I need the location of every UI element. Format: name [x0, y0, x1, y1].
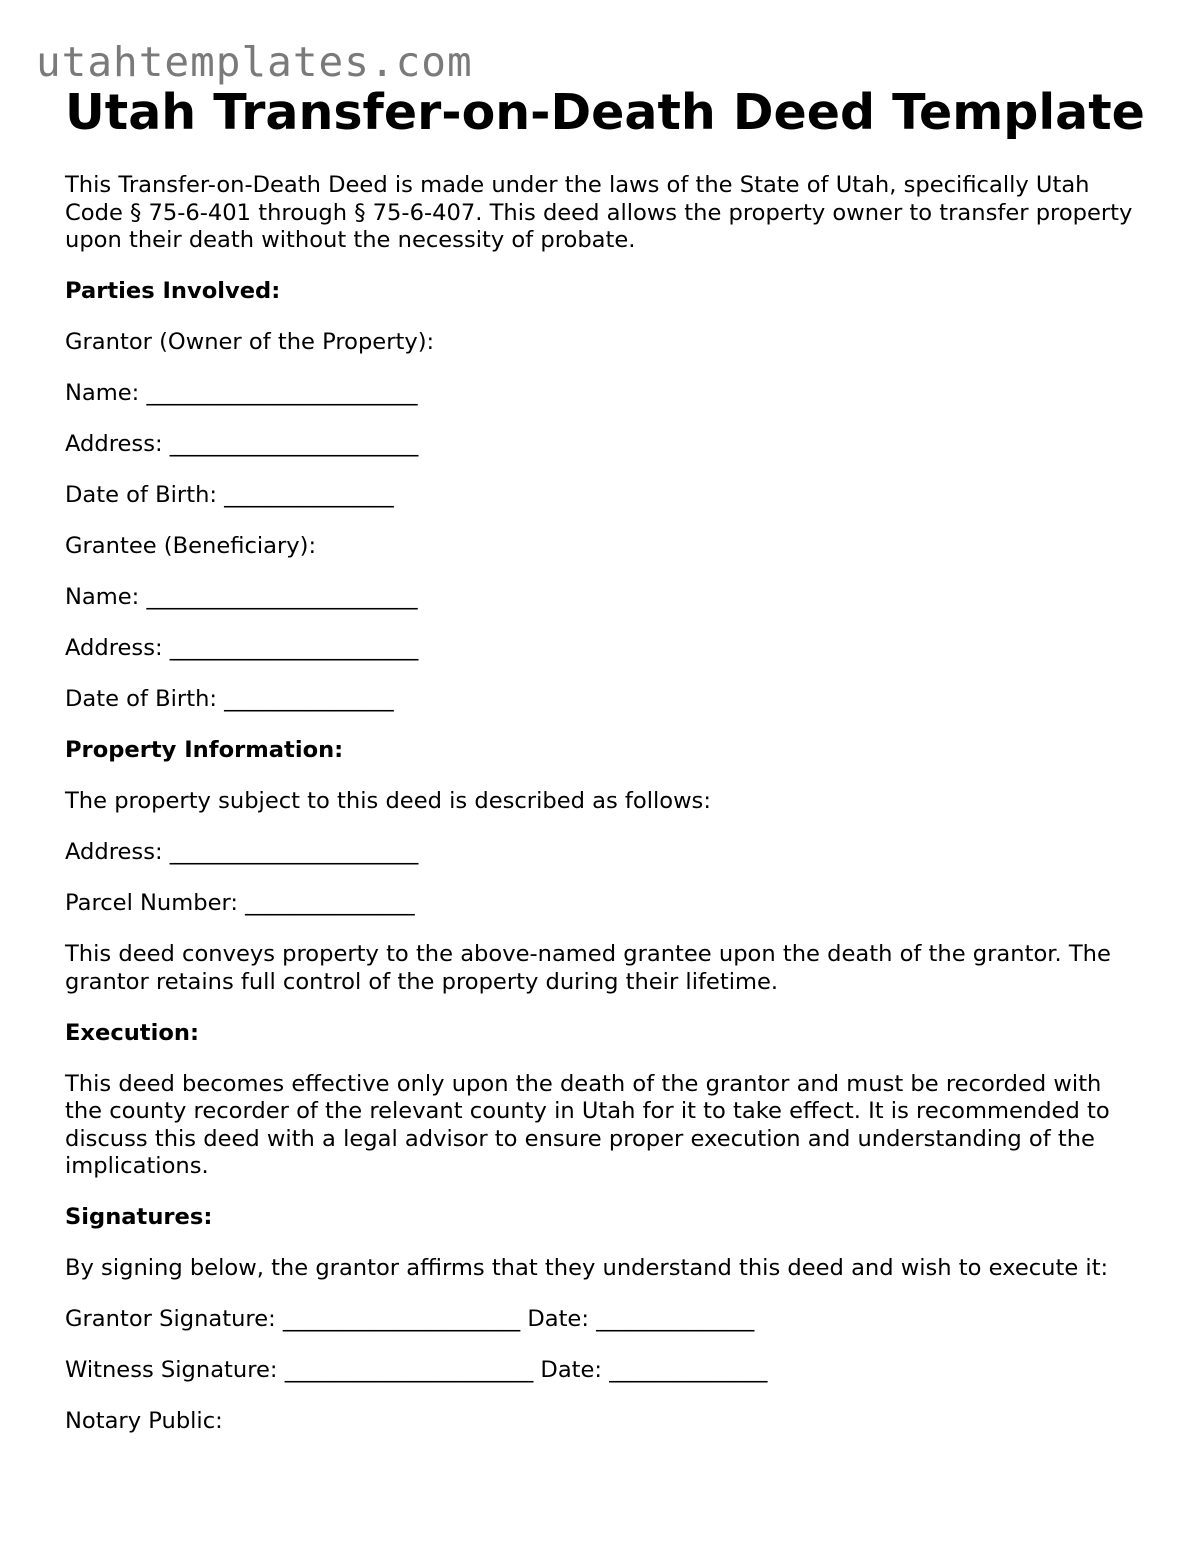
page-title: Utah Transfer-on-Death Deed Template — [65, 84, 1145, 141]
grantor-label: Grantor (Owner of the Property): — [65, 329, 435, 355]
grantee-dob-field[interactable]: Date of Birth: _______________ — [65, 686, 394, 712]
property-heading: Property Information: — [65, 737, 344, 763]
grantee-address-field[interactable]: Address: ______________________ — [65, 635, 419, 661]
grantor-dob-field[interactable]: Date of Birth: _______________ — [65, 482, 394, 508]
property-description: The property subject to this deed is described as follows: — [65, 788, 711, 814]
parcel-number-field[interactable]: Parcel Number: _______________ — [65, 890, 415, 916]
grantee-label: Grantee (Beneficiary): — [65, 533, 317, 559]
affirmation-paragraph: By signing below, the grantor affirms that they understand this deed and wish to execute it: — [65, 1255, 1109, 1281]
execution-paragraph: This deed becomes effective only upon the death of the grantor and must be recorded with the county recorder of the relevant county in Utah for it to take effect. It is recommended to discuss this deed with a legal advisor to ensure proper execution and understanding of the implications. — [65, 1070, 1110, 1179]
grantor-signature-line[interactable]: Grantor Signature: _____________________ Date: ______________ — [65, 1306, 755, 1332]
site-watermark: utahtemplates.com — [36, 38, 473, 86]
property-address-field[interactable]: Address: ______________________ — [65, 839, 419, 865]
notary-label: Notary Public: — [65, 1408, 223, 1434]
parties-heading: Parties Involved: — [65, 278, 281, 304]
grantor-name-field[interactable]: Name: ________________________ — [65, 380, 418, 406]
intro-paragraph: This Transfer-on-Death Deed is made under the laws of the State of Utah, specifically Utah Code § 75-6-401 through § 75-6-407. This deed allows the property owner to transfer property upon their death without the necessity of probate. — [65, 172, 1133, 253]
conveyance-paragraph: This deed conveys property to the above-named grantee upon the death of the grantor. The grantor retains full control of the property during their lifetime. — [65, 941, 1111, 995]
signatures-heading: Signatures: — [65, 1204, 213, 1230]
grantor-address-field[interactable]: Address: ______________________ — [65, 431, 419, 457]
grantee-name-field[interactable]: Name: ________________________ — [65, 584, 418, 610]
witness-signature-line[interactable]: Witness Signature: ______________________ Date: ______________ — [65, 1357, 768, 1383]
deed-body — [65, 172, 1135, 1436]
execution-heading: Execution: — [65, 1019, 199, 1046]
